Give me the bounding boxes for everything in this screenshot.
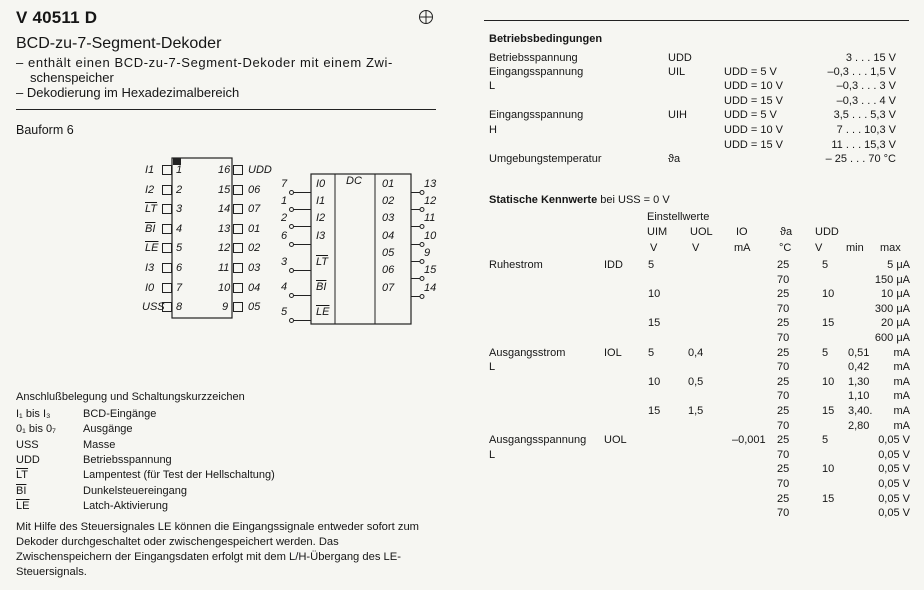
legend-description: Lampentest (für Test der Hellschaltung)	[83, 469, 275, 482]
logic-output-wire	[411, 251, 425, 256]
divider	[16, 109, 436, 110]
logic-input-label: I3	[316, 230, 326, 242]
statisch-min: 3,40.	[848, 405, 873, 417]
betrieb-symbol: UDD	[668, 52, 692, 64]
betrieb-heading: Betriebsbedingungen	[489, 33, 603, 45]
logic-input-wire	[289, 199, 311, 204]
dip-pin-number: 5	[176, 242, 183, 255]
statisch-theta: 25	[777, 434, 790, 447]
logic-input-pin: 3	[281, 256, 288, 268]
betrieb-label: L	[489, 80, 496, 92]
legend-description: Masse	[83, 438, 116, 451]
legend-description: Ausgänge	[83, 423, 133, 436]
logic-output-label: 04	[382, 230, 395, 242]
betrieb-value: –0,3 . . . 4 V	[836, 95, 896, 107]
logic-output-pin: 14	[424, 282, 437, 294]
dip-pin-number: 14	[218, 203, 231, 216]
statisch-min: 2,80	[848, 419, 870, 432]
statisch-udd: 15	[822, 405, 835, 417]
statisch-max: mA	[893, 419, 910, 432]
logic-output-pin: 12	[424, 195, 437, 207]
statisch-label: Ruhestrom	[489, 259, 543, 271]
dip-pin-number: 12	[218, 242, 231, 255]
dip-pin-number: 16	[218, 164, 231, 176]
dip-pin-number: 15	[218, 183, 231, 196]
logic-output-wire	[411, 286, 425, 291]
logic-output-pin: 10	[424, 230, 437, 242]
dip-pin-label: 02	[248, 242, 261, 255]
statisch-label: Ausgangsspannung	[489, 434, 587, 447]
dip-pin-label: USS	[142, 301, 165, 314]
logic-input-pin: 6	[281, 230, 288, 242]
logic-output-wire	[411, 268, 425, 273]
logic-input-label: $\overline{LE}$	[316, 306, 330, 318]
crosshair-icon	[418, 9, 434, 30]
statisch-theta: 70	[777, 273, 790, 286]
col-theta: ϑa	[780, 226, 793, 238]
unit-uol: V	[692, 242, 700, 254]
logic-input-label: $\overline{LT}$	[316, 256, 329, 268]
dip-pin-number: 13	[218, 222, 231, 235]
logic-output-wire	[411, 199, 425, 204]
dip-pin-label: I2	[145, 183, 155, 196]
dip-pin-label: 05	[248, 301, 261, 314]
statisch-min: 0,51	[848, 346, 870, 359]
statisch-max: 600 μA	[874, 332, 910, 344]
unit-uim: V	[650, 242, 658, 254]
logic-input-wire	[289, 285, 311, 290]
statisch-max: 0,05 V	[878, 507, 910, 520]
statisch-udd: 5	[822, 346, 829, 359]
logic-input-pin: 1	[281, 195, 288, 207]
statisch-theta: 70	[777, 448, 790, 461]
statisch-theta: 70	[777, 361, 790, 374]
statisch-theta: 25	[777, 405, 790, 417]
betrieb-value: –0,3 . . . 1,5 V	[827, 66, 896, 78]
legend-heading: Anschlußbelegung und Schaltungskurzzeichen	[16, 391, 245, 403]
statisch-min: 1,10	[848, 390, 870, 403]
statisch-uol: 0,4	[688, 346, 704, 359]
logic-output-label: 03	[382, 212, 395, 224]
unit-udd: V	[815, 242, 823, 254]
dip-pin-label: $\overline{LT}$	[145, 203, 158, 216]
logic-output-label: 02	[382, 195, 395, 207]
betrieb-condition: UDD = 5 V	[724, 109, 777, 121]
col-udd: UDD	[815, 226, 839, 238]
dip-pin-label: 04	[248, 281, 261, 294]
statisch-uol: 0,5	[688, 375, 704, 388]
statisch-max: mA	[893, 361, 910, 374]
statisch-uim: 10	[648, 288, 661, 301]
logic-input-wire	[289, 182, 311, 187]
betrieb-value: 3,5 . . . 5,3 V	[833, 109, 896, 121]
dip-pin-box	[233, 165, 243, 175]
dip-pin-box	[233, 243, 243, 253]
legend-symbol: USS	[16, 438, 39, 451]
logic-input-label: I1	[316, 195, 326, 207]
betrieb-value: 11 . . . 15,3 V	[831, 139, 896, 151]
dip-pin-box	[162, 243, 172, 253]
logic-output-wire	[411, 234, 425, 239]
dip-pin-box	[233, 283, 243, 293]
logic-input-pin: 5	[281, 306, 288, 318]
statisch-heading: Statische Kennwerte	[489, 194, 598, 206]
dip-pin-number: 3	[176, 203, 183, 216]
statisch-udd: 10	[822, 463, 835, 476]
legend-symbol: $\overline{LT}$	[16, 469, 29, 482]
logic-input-wire	[289, 260, 311, 265]
statisch-theta: 25	[777, 463, 790, 476]
legend-symbol: 0₁ bis 0₇	[16, 423, 56, 436]
logic-input-pin: 4	[281, 281, 288, 293]
statisch-udd: 15	[822, 317, 835, 330]
betrieb-label: Eingangsspannung	[489, 66, 584, 78]
statisch-udd: 5	[822, 259, 829, 271]
dip-pin-number: 10	[218, 281, 231, 294]
statisch-max: mA	[893, 405, 910, 417]
betrieb-label: Eingangsspannung	[489, 109, 584, 121]
statisch-max: mA	[893, 346, 910, 359]
statisch-theta: 70	[777, 419, 790, 432]
col-uol: UOL	[690, 226, 713, 238]
logic-output-wire	[411, 216, 425, 221]
dip-pin-number: 4	[176, 222, 183, 235]
statisch-theta: 70	[777, 478, 790, 490]
legend-symbol: I₁ bis I₃	[16, 408, 51, 420]
statisch-udd: 15	[822, 492, 835, 505]
dip-pin-number: 6	[176, 262, 183, 274]
logic-output-label: 01	[382, 178, 395, 190]
statisch-theta: 25	[777, 346, 790, 359]
bullet-1: – enthält einen BCD-zu-7-Segment-Dekoder mit einem Zwi-	[16, 55, 393, 70]
statisch-theta: 25	[777, 492, 790, 505]
statisch-udd: 10	[822, 375, 835, 388]
statisch-theta: 25	[777, 317, 790, 330]
dip-pin-label: I1	[145, 164, 155, 176]
statisch-symbol: UOL	[604, 434, 627, 447]
dip-pin-number: 2	[176, 183, 183, 196]
statisch-theta: 25	[777, 288, 790, 301]
unit-theta: °C	[779, 242, 792, 254]
legend-description: BCD-Eingänge	[83, 408, 157, 420]
logic-input-pin: 2	[281, 212, 288, 224]
dip-pin-box	[233, 185, 243, 195]
statisch-min: 0,42	[848, 361, 870, 374]
dip-pin-number: 8	[176, 301, 183, 314]
statisch-max: 0,05 V	[878, 448, 910, 461]
logic-input-label: I0	[316, 178, 326, 190]
logic-input-wire	[289, 216, 311, 221]
dip-pin-label: I3	[145, 262, 155, 274]
dip-pin-box	[233, 263, 243, 273]
statisch-theta: 25	[777, 375, 790, 388]
statisch-theta: 25	[777, 259, 790, 271]
statisch-theta: 70	[777, 390, 790, 403]
betrieb-condition: UDD = 5 V	[724, 66, 777, 78]
logic-output-pin: 9	[424, 247, 431, 259]
betrieb-value: 7 . . . 10,3 V	[836, 124, 896, 136]
dip-pin-label: 07	[248, 203, 261, 216]
dip-pin-box	[162, 185, 172, 195]
col-uim: UIM	[647, 226, 668, 238]
statisch-heading-suffix: bei USS = 0 V	[600, 194, 670, 206]
logic-input-wire	[289, 310, 311, 315]
betrieb-label: H	[489, 124, 497, 136]
betrieb-symbol: UIH	[668, 109, 687, 121]
dip-pin-box	[162, 165, 172, 175]
betrieb-condition: UDD = 15 V	[724, 139, 783, 151]
statisch-max: mA	[893, 375, 910, 388]
statisch-theta: 70	[777, 332, 790, 344]
dip-pin-box	[162, 283, 172, 293]
dip-pin-box	[162, 204, 172, 214]
dip-pin-label: 01	[248, 222, 261, 235]
dip-pin-label: UDD	[248, 164, 272, 176]
betrieb-condition: UDD = 10 V	[724, 124, 783, 136]
statisch-max: 0,05 V	[878, 434, 910, 447]
statisch-heading-wrap	[489, 194, 670, 206]
legend-symbol: $\overline{BI}$	[16, 484, 27, 497]
logic-output-label: 05	[382, 247, 395, 259]
logic-dc-label: DC	[346, 175, 362, 187]
betrieb-value: –0,3 . . . 3 V	[836, 80, 896, 92]
statisch-symbol: IOL	[604, 346, 622, 359]
dip-pin-box	[162, 263, 172, 273]
legend-description: Latch-Aktivierung	[83, 499, 168, 512]
statisch-theta: 70	[777, 507, 790, 520]
betrieb-condition: UDD = 10 V	[724, 80, 783, 92]
statisch-max: 0,05 V	[878, 478, 910, 490]
statisch-uim: 15	[648, 317, 661, 330]
dip-pin-label: I0	[145, 281, 155, 294]
betrieb-label: Betriebsspannung	[489, 52, 578, 64]
einstell-label: Einstellwerte	[647, 211, 710, 223]
ic-body	[172, 158, 232, 318]
col-io: IO	[736, 226, 748, 238]
statisch-theta: 70	[777, 302, 790, 315]
dip-pin-box	[233, 204, 243, 214]
dip-pin-label: 03	[248, 262, 261, 274]
statisch-max: mA	[893, 390, 910, 403]
betrieb-condition: UDD = 15 V	[724, 95, 783, 107]
logic-output-pin: 15	[424, 264, 437, 276]
logic-output-label: 07	[382, 282, 395, 294]
dip-pin-number: 1	[176, 164, 183, 176]
bauform-label: Bauform 6	[16, 123, 74, 137]
statisch-uim: 10	[648, 375, 661, 388]
statisch-udd: 5	[822, 434, 829, 447]
statisch-uim: 15	[648, 405, 661, 417]
subtitle: BCD-zu-7-Segment-Dekoder	[16, 35, 222, 52]
statisch-uim: 5	[648, 346, 655, 359]
dip-pin-box	[162, 302, 172, 312]
legend-symbol: $\overline{LE}$	[16, 499, 30, 512]
betrieb-label: Umgebungstemperatur	[489, 153, 602, 165]
statisch-label: Ausgangsstrom	[489, 346, 566, 359]
statisch-min: 1,30	[848, 375, 870, 388]
statisch-max: 10 μA	[881, 288, 910, 301]
page-title: V 40511 D	[16, 8, 98, 27]
statisch-label: L	[489, 448, 496, 461]
dip-pin-number: 7	[176, 281, 183, 294]
betrieb-value: – 25 . . . 70 °C	[825, 153, 896, 165]
logic-input-pin: 7	[281, 178, 288, 190]
logic-box	[311, 174, 411, 324]
dip-pin-number: 11	[218, 262, 230, 274]
statisch-max: 300 μA	[874, 302, 910, 315]
legend-symbol: UDD	[16, 453, 40, 466]
logic-output-pin: 11	[424, 212, 436, 224]
statisch-max: 0,05 V	[878, 492, 910, 505]
logic-input-wire	[289, 234, 311, 239]
betrieb-value: 3 . . . 15 V	[845, 52, 896, 64]
dip-pin-box	[233, 224, 243, 234]
dip-pin-box	[233, 302, 243, 312]
statisch-max: 5 μA	[887, 259, 910, 271]
logic-input-label: I2	[316, 212, 326, 224]
statisch-max: 150 μA	[874, 273, 910, 286]
legend-paragraph: Mit Hilfe des Steuersignales LE können die Eingangssignale entweder sofort zum Dekoder durchgeschaltet oder zwischengespeichert werden. Das Zwischenspeichern der Eingangsdaten erfolgt mit dem L/H-Übergang des LE-Steuersignals.	[16, 521, 419, 578]
legend-description: Betriebsspannung	[83, 453, 172, 466]
betrieb-symbol: UIL	[668, 66, 686, 78]
dip-pin-number: 9	[222, 301, 229, 314]
logic-input-label: $\overline{BI}$	[316, 281, 327, 293]
dip-pin-box	[162, 224, 172, 234]
statisch-uol: 1,5	[688, 405, 704, 417]
dip-pin-label: 06	[248, 183, 261, 196]
statisch-io: –0,001	[732, 434, 766, 447]
statisch-max: 20 μA	[881, 317, 910, 330]
logic-output-label: 06	[382, 264, 395, 276]
bullet-2: – Dekodierung im Hexadezimalbereich	[16, 85, 240, 100]
logic-output-pin: 13	[424, 178, 437, 190]
unit-io: mA	[734, 242, 751, 254]
col-min: min	[846, 242, 864, 254]
statisch-symbol: IDD	[604, 259, 623, 271]
statisch-max: 0,05 V	[878, 463, 910, 476]
statisch-udd: 10	[822, 288, 835, 301]
top-rule-right	[484, 20, 909, 21]
statisch-label: L	[489, 361, 496, 374]
col-max: max	[880, 242, 901, 254]
dip-pinout-diagram	[130, 152, 275, 322]
logic-output-wire	[411, 182, 425, 187]
dip-pin-label: $\overline{BI}$	[145, 222, 156, 235]
dip-pin-label: $\overline{LE}$	[145, 242, 159, 255]
legend-description: Dunkelsteuereingang	[83, 484, 187, 497]
statisch-uim: 5	[648, 259, 655, 271]
bullet-1-cont: schenspeicher	[30, 70, 114, 85]
betrieb-symbol: ϑa	[668, 153, 681, 165]
